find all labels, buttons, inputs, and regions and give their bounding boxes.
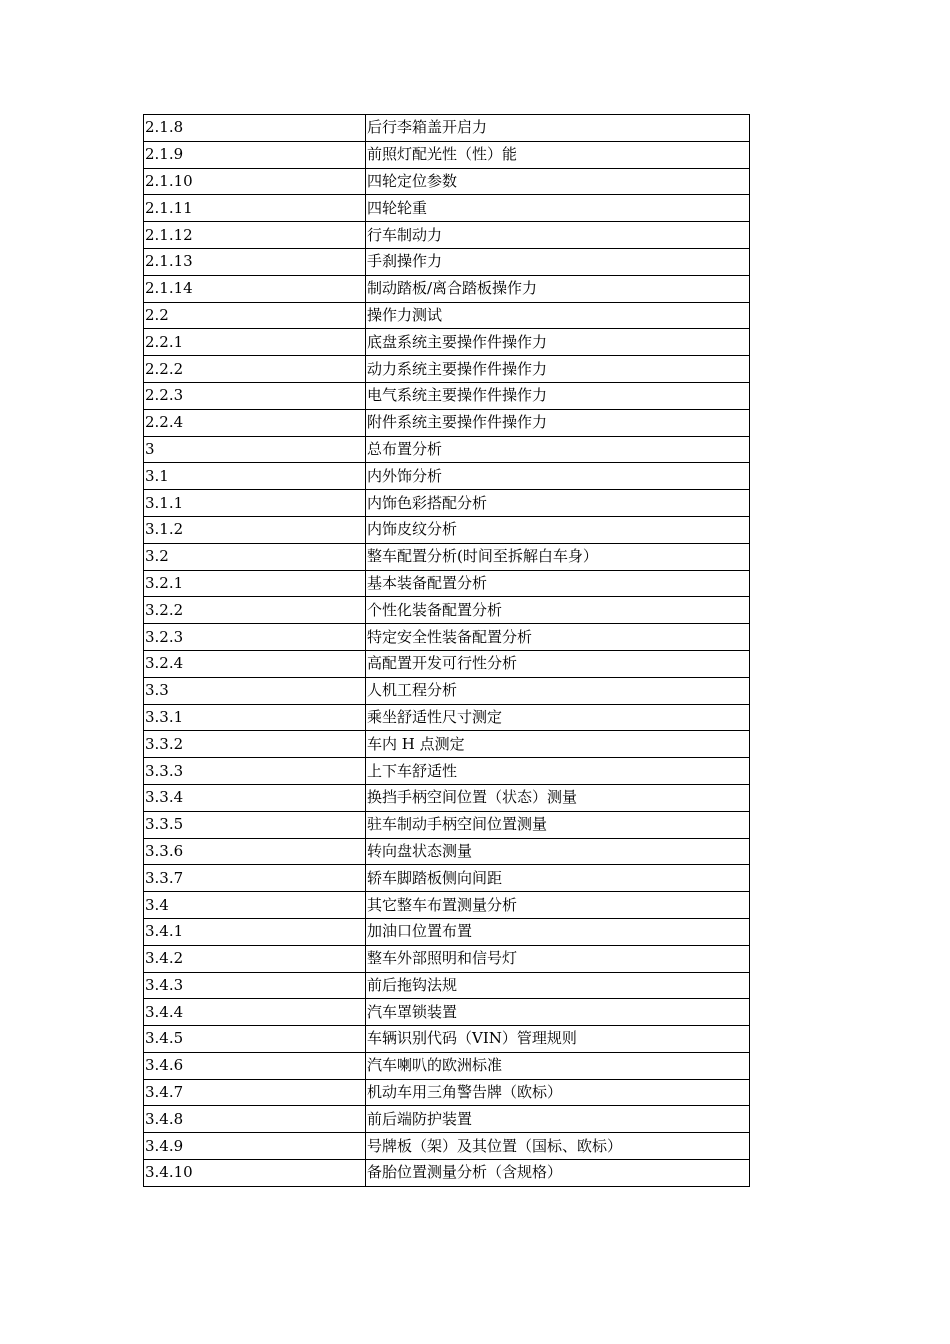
- table-row: [144, 865, 750, 892]
- item-name-cell: 四轮轮重: [366, 195, 750, 222]
- item-name-cell: 机动车用三角警告牌（欧标）: [366, 1079, 750, 1106]
- table-row: [144, 784, 750, 811]
- item-name-cell: 汽车喇叭的欧洲标准: [366, 1052, 750, 1079]
- item-name-cell: 驻车制动手柄空间位置测量: [366, 811, 750, 838]
- item-number-cell: 3.4.2: [144, 945, 366, 972]
- item-name-cell: 基本装备配置分析: [366, 570, 750, 597]
- item-name-cell: 行车制动力: [366, 222, 750, 249]
- item-name-cell: 车内 H 点测定: [366, 731, 750, 758]
- table-row: [144, 1079, 750, 1106]
- item-number-cell: 3.3.5: [144, 811, 366, 838]
- item-number-cell: 3.4.6: [144, 1052, 366, 1079]
- item-name-cell: 电气系统主要操作件操作力: [366, 382, 750, 409]
- table-row: [144, 141, 750, 168]
- table-row: [144, 115, 750, 142]
- table-row: [144, 436, 750, 463]
- item-number-cell: 3.4.9: [144, 1133, 366, 1160]
- item-number-cell: 3.3: [144, 677, 366, 704]
- table-row: [144, 650, 750, 677]
- item-number-cell: 3.1: [144, 463, 366, 490]
- item-number-cell: 3.3.4: [144, 784, 366, 811]
- table-row: [144, 463, 750, 490]
- table-row: [144, 892, 750, 919]
- table-row: [144, 1106, 750, 1133]
- item-number-cell: 3.4.5: [144, 1026, 366, 1053]
- item-number-cell: 3: [144, 436, 366, 463]
- table-row: [144, 356, 750, 383]
- item-number-cell: 3.3.1: [144, 704, 366, 731]
- item-number-cell: 3.2.2: [144, 597, 366, 624]
- item-number-cell: 2.2.2: [144, 356, 366, 383]
- table-row: [144, 945, 750, 972]
- table-row: [144, 704, 750, 731]
- item-name-cell: 号牌板（架）及其位置（国标、欧标）: [366, 1133, 750, 1160]
- item-name-cell: 人机工程分析: [366, 677, 750, 704]
- item-number-cell: 3.4.8: [144, 1106, 366, 1133]
- item-number-cell: 2.2.3: [144, 382, 366, 409]
- table-row: [144, 168, 750, 195]
- item-number-cell: 3.4.4: [144, 999, 366, 1026]
- table-row: [144, 918, 750, 945]
- item-number-cell: 3.1.2: [144, 516, 366, 543]
- table-row: [144, 624, 750, 651]
- item-name-cell: 后行李箱盖开启力: [366, 115, 750, 142]
- table-row: [144, 1160, 750, 1187]
- table-row: [144, 1133, 750, 1160]
- table-row: [144, 838, 750, 865]
- item-name-cell: 整车外部照明和信号灯: [366, 945, 750, 972]
- item-name-cell: 操作力测试: [366, 302, 750, 329]
- table-body: [144, 115, 750, 1187]
- item-name-cell: 车辆识别代码（VIN）管理规则: [366, 1026, 750, 1053]
- item-number-cell: 3.4.1: [144, 918, 366, 945]
- table-row: [144, 731, 750, 758]
- item-number-cell: 3.2: [144, 543, 366, 570]
- item-name-cell: 前后端防护装置: [366, 1106, 750, 1133]
- table-row: [144, 302, 750, 329]
- item-number-cell: 3.4.10: [144, 1160, 366, 1187]
- item-name-cell: 个性化装备配置分析: [366, 597, 750, 624]
- table-row: [144, 275, 750, 302]
- test-item-table: [143, 114, 750, 1187]
- item-name-cell: 底盘系统主要操作件操作力: [366, 329, 750, 356]
- table-row: [144, 382, 750, 409]
- item-name-cell: 特定安全性装备配置分析: [366, 624, 750, 651]
- item-name-cell: 高配置开发可行性分析: [366, 650, 750, 677]
- item-number-cell: 3.2.3: [144, 624, 366, 651]
- table-row: [144, 329, 750, 356]
- table-row: [144, 999, 750, 1026]
- item-number-cell: 3.3.3: [144, 758, 366, 785]
- item-name-cell: 整车配置分析(时间至拆解白车身）: [366, 543, 750, 570]
- table-row: [144, 597, 750, 624]
- item-name-cell: 其它整车布置测量分析: [366, 892, 750, 919]
- item-name-cell: 内饰皮纹分析: [366, 516, 750, 543]
- item-name-cell: 附件系统主要操作件操作力: [366, 409, 750, 436]
- item-number-cell: 2.2.1: [144, 329, 366, 356]
- item-name-cell: 乘坐舒适性尺寸测定: [366, 704, 750, 731]
- item-number-cell: 2.1.14: [144, 275, 366, 302]
- item-number-cell: 3.3.2: [144, 731, 366, 758]
- item-number-cell: 3.3.6: [144, 838, 366, 865]
- item-name-cell: 加油口位置布置: [366, 918, 750, 945]
- item-number-cell: 2.1.13: [144, 248, 366, 275]
- item-number-cell: 2.1.10: [144, 168, 366, 195]
- item-number-cell: 3.2.1: [144, 570, 366, 597]
- table-row: [144, 409, 750, 436]
- item-name-cell: 四轮定位参数: [366, 168, 750, 195]
- item-number-cell: 3.4: [144, 892, 366, 919]
- item-name-cell: 内外饰分析: [366, 463, 750, 490]
- table-row: [144, 248, 750, 275]
- table-row: [144, 516, 750, 543]
- table-row: [144, 972, 750, 999]
- item-number-cell: 2.2: [144, 302, 366, 329]
- item-name-cell: 备胎位置测量分析（含规格）: [366, 1160, 750, 1187]
- table-row: [144, 1052, 750, 1079]
- item-name-cell: 前后拖钩法规: [366, 972, 750, 999]
- item-number-cell: 2.1.8: [144, 115, 366, 142]
- table-row: [144, 677, 750, 704]
- item-name-cell: 上下车舒适性: [366, 758, 750, 785]
- item-name-cell: 轿车脚踏板侧向间距: [366, 865, 750, 892]
- item-name-cell: 制动踏板/离合踏板操作力: [366, 275, 750, 302]
- table-row: [144, 570, 750, 597]
- item-number-cell: 2.1.11: [144, 195, 366, 222]
- item-name-cell: 转向盘状态测量: [366, 838, 750, 865]
- table-row: [144, 1026, 750, 1053]
- item-name-cell: 换挡手柄空间位置（状态）测量: [366, 784, 750, 811]
- item-name-cell: 前照灯配光性（性）能: [366, 141, 750, 168]
- item-name-cell: 动力系统主要操作件操作力: [366, 356, 750, 383]
- table-row: [144, 811, 750, 838]
- item-number-cell: 2.2.4: [144, 409, 366, 436]
- item-number-cell: 3.4.3: [144, 972, 366, 999]
- table-row: [144, 490, 750, 517]
- table-row: [144, 543, 750, 570]
- table-row: [144, 758, 750, 785]
- item-name-cell: 内饰色彩搭配分析: [366, 490, 750, 517]
- item-number-cell: 2.1.12: [144, 222, 366, 249]
- item-name-cell: 总布置分析: [366, 436, 750, 463]
- table-row: [144, 195, 750, 222]
- item-name-cell: 手刹操作力: [366, 248, 750, 275]
- item-number-cell: 3.2.4: [144, 650, 366, 677]
- item-number-cell: 3.4.7: [144, 1079, 366, 1106]
- table-row: [144, 222, 750, 249]
- item-name-cell: 汽车罩锁装置: [366, 999, 750, 1026]
- item-number-cell: 2.1.9: [144, 141, 366, 168]
- item-number-cell: 3.1.1: [144, 490, 366, 517]
- item-number-cell: 3.3.7: [144, 865, 366, 892]
